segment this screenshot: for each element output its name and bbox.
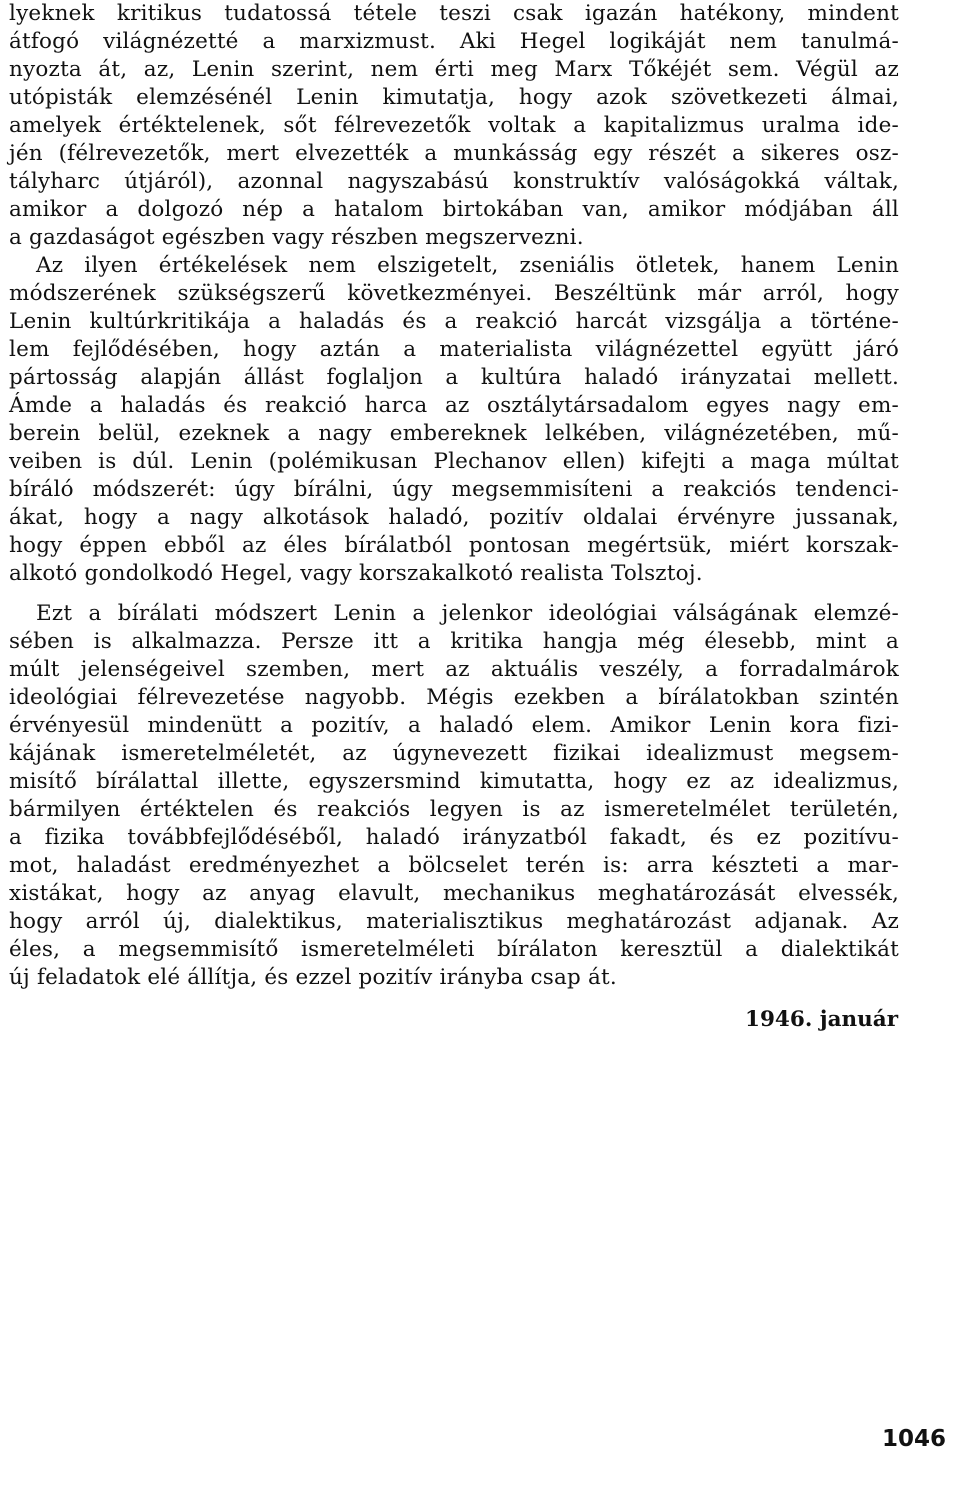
text-line: pártosság alapján állást foglaljon a kultúra haladó irányzatai mellett. [9,365,899,390]
text-line: múlt jelenségeivel szemben, mert az aktuális veszély, a forradalmárok [9,657,899,682]
text-line: berein belül, ezeknek a nagy embereknek lelkében, világnézetében, mű- [9,421,899,446]
text-line: misítő bírálattal illette, egyszersmind kimutatta, hogy ez az idealizmus, [9,769,899,794]
text-line: amikor a dolgozó nép a hatalom birtokában van, amikor módjában áll [9,197,899,222]
text-line: amelyek értéktelenek, sőt félrevezetők voltak a kapitalizmus uralma ide- [9,113,899,138]
date-signature: 1946. január [745,1007,899,1032]
text-line: sében is alkalmazza. Persze itt a kritika hangja még élesebb, mint a [9,629,899,654]
text-line: éles, a megsemmisítő ismeretelméleti bírálaton keresztül a dialektikát [9,937,899,962]
text-line: veiben is dúl. Lenin (polémikusan Plechanov ellen) kifejti a maga múltat [9,449,899,474]
text-line: Lenin kultúrkritikája a haladás és a reakció harcát vizsgálja a történe- [9,309,899,334]
text-line: hogy éppen ebből az éles bírálatból pontosan megértsük, miért korszak- [9,533,899,558]
text-line: xistákat, hogy az anyag elavult, mechanikus meghatározását elvessék, [9,881,899,906]
text-line: nyozta át, az, Lenin szerint, nem érti meg Marx Tőkéjét sem. Végül az [9,57,899,82]
paragraph-start-line: Az ilyen értékelések nem elszigetelt, zseniális ötletek, hanem Lenin [36,253,899,278]
text-line: jén (félrevezetők, mert elvezették a munkásság egy részét a sikeres osz- [9,141,899,166]
text-line: ákat, hogy a nagy alkotások haladó, pozitív oldalai érvényre jussanak, [9,505,899,530]
text-line: lem fejlődésében, hogy aztán a materialista világnézettel együtt járó [9,337,899,362]
page-number: 1046 [881,1426,946,1452]
text-line: módszerének szükségszerű következményei. Beszéltünk már arról, hogy [9,281,899,306]
text-line: érvényesül mindenütt a pozitív, a haladó elem. Amikor Lenin kora fizi- [9,713,899,738]
text-line: a gazdaságot egészben vagy részben megszervezni. [9,225,584,250]
text-line: hogy arról új, dialektikus, materialisztikus meghatározást adjanak. Az [9,909,899,934]
text-line: tályharc útjáról), azonnal nagyszabású konstruktív valóságokká váltak, [9,169,899,194]
text-line: kájának ismeretelméletét, az úgynevezett fizikai idealizmust megsem- [9,741,899,766]
text-line: átfogó világnézetté a marxizmust. Aki Hegel logikáját nem tanulmá- [9,29,899,54]
text-line: alkotó gondolkodó Hegel, vagy korszakalkotó realista Tolsztoj. [9,561,703,586]
paragraph-start-line: Ezt a bírálati módszert Lenin a jelenkor ideológiai válságának elemzé- [36,601,899,626]
text-line: ideológiai félrevezetése nagyobb. Mégis ezekben a bírálatokban szintén [9,685,899,710]
text-line: Ámde a haladás és reakció harca az osztálytársadalom egyes nagy em- [9,393,899,418]
text-line: mot, haladást eredményezhet a bölcselet terén is: arra készteti a mar- [9,853,899,878]
text-line: bíráló módszerét: úgy bírálni, úgy megsemmisíteni a reakciós tendenci- [9,477,899,502]
text-line: új feladatok elé állítja, és ezzel pozitív irányba csap át. [9,965,617,990]
text-line: bármilyen értéktelen és reakciós legyen is az ismeretelmélet területén, [9,797,899,822]
text-line: a fizika továbbfejlődéséből, haladó irányzatból fakadt, és ez pozitívu- [9,825,899,850]
text-line: lyeknek kritikus tudatossá tétele teszi csak igazán hatékony, mindent [9,1,899,26]
text-line: utópisták elemzésénél Lenin kimutatja, hogy azok szövetkezeti álmai, [9,85,899,110]
